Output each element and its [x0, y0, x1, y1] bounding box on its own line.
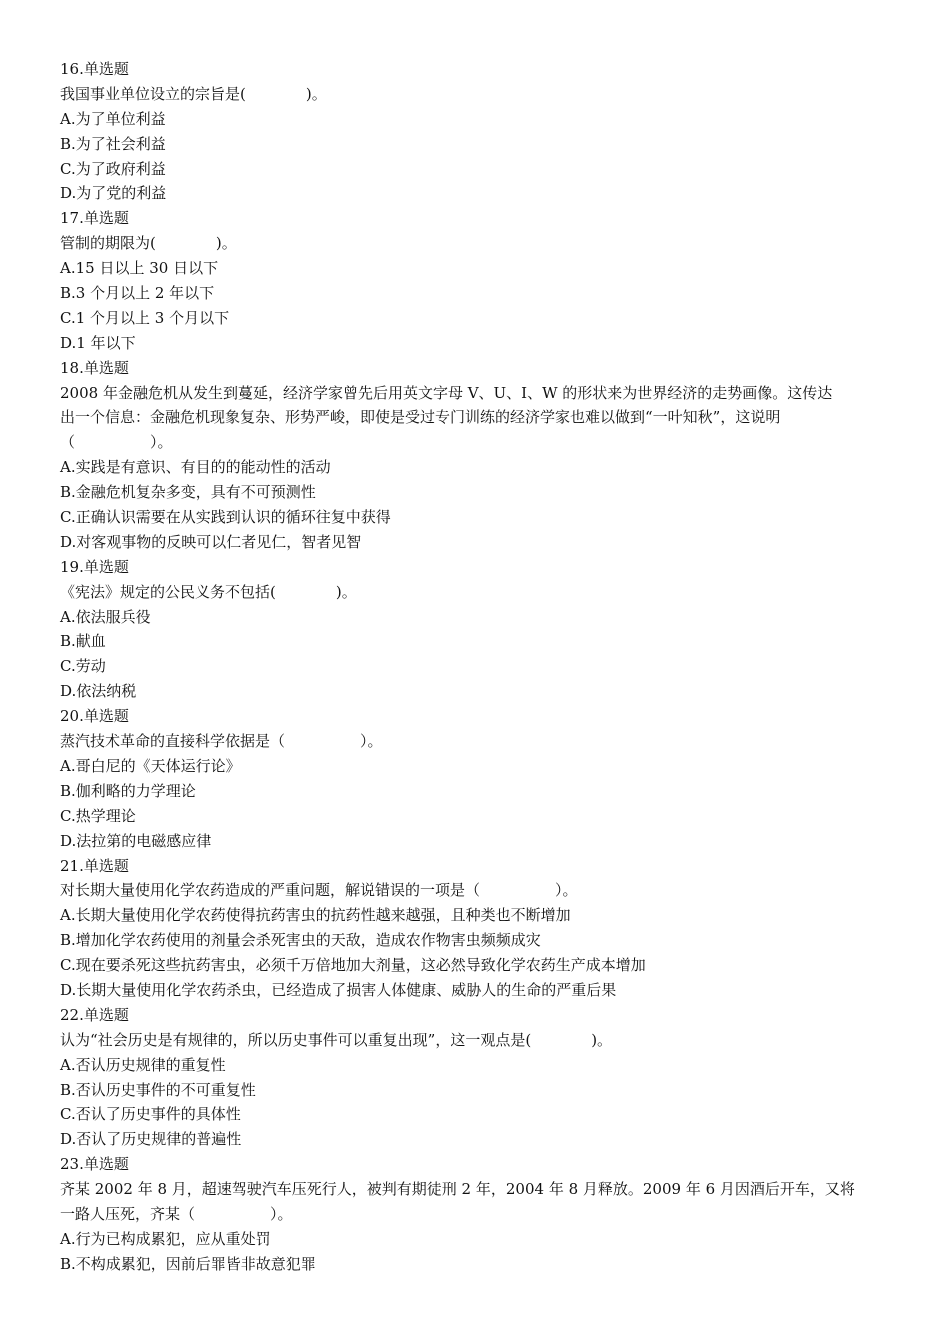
- option-c: C.正确认识需要在从实践到认识的循环往复中获得: [60, 508, 391, 527]
- question-header: 21.单选题: [60, 856, 129, 875]
- question-18: [60, 356, 890, 555]
- option-a: A.长期大量使用化学农药使得抗药害虫的抗药性越来越强，且种类也不断增加: [60, 906, 571, 925]
- option-d: D.法拉第的电磁感应律: [60, 831, 212, 850]
- question-header: 22.单选题: [60, 1005, 129, 1024]
- option-c: C.否认了历史事件的具体性: [60, 1105, 241, 1124]
- question-23: [60, 1152, 890, 1276]
- question-19: [60, 555, 890, 704]
- option-d: D.否认了历史规律的普遍性: [60, 1130, 242, 1149]
- exam-page: [60, 57, 890, 1277]
- option-a: A.实践是有意识、有目的的能动性的活动: [60, 458, 331, 477]
- question-header: 17.单选题: [60, 209, 129, 228]
- option-d: D.对客观事物的反映可以仁者见仁，智者见智: [60, 532, 362, 551]
- question-stem: 蒸汽技术革命的直接科学依据是（ ）。: [60, 732, 383, 751]
- option-b: B.金融危机复杂多变，具有不可预测性: [60, 483, 316, 502]
- question-stem-line-2: 出一个信息：金融危机现象复杂、形势严峻，即使是受过专门训练的经济学家也难以做到“一叶知秋”，这说明: [60, 408, 781, 427]
- option-b: B.伽利略的力学理论: [60, 781, 196, 800]
- option-c: C.为了政府利益: [60, 159, 166, 178]
- option-c: C.劳动: [60, 657, 106, 676]
- question-17: [60, 206, 890, 355]
- question-stem-line-1: 2008 年金融危机从发生到蔓延，经济学家曾先后用英文字母 V、U、I、W 的形状来为世界经济的走势画像。这传达: [60, 383, 833, 402]
- option-a: A.否认历史规律的重复性: [60, 1055, 226, 1074]
- option-b: B.3 个月以上 2 年以下: [60, 284, 215, 303]
- option-d: D.依法纳税: [60, 682, 137, 701]
- option-c: C.现在要杀死这些抗药害虫，必须千万倍地加大剂量，这必然导致化学农药生产成本增加: [60, 956, 646, 975]
- option-d: D.为了党的利益: [60, 184, 167, 203]
- question-20: [60, 704, 890, 853]
- question-stem-line-3: （ ）。: [60, 433, 173, 452]
- question-stem: 管制的期限为( )。: [60, 234, 237, 253]
- question-stem: 认为“社会历史是有规律的，所以历史事件可以重复出现”，这一观点是( )。: [60, 1030, 613, 1049]
- question-header: 23.单选题: [60, 1155, 129, 1174]
- option-b: B.增加化学农药使用的剂量会杀死害虫的天敌，造成农作物害虫频频成灾: [60, 931, 541, 950]
- question-header: 20.单选题: [60, 707, 129, 726]
- question-header: 18.单选题: [60, 358, 129, 377]
- question-stem: 《宪法》规定的公民义务不包括( )。: [60, 582, 357, 601]
- option-a: A.15 日以上 30 日以下: [60, 259, 219, 278]
- option-a: A.哥白尼的《天体运行论》: [60, 756, 241, 775]
- option-d: D.长期大量使用化学农药杀虫，已经造成了损害人体健康、威胁人的生命的严重后果: [60, 980, 617, 999]
- option-b: B.不构成累犯，因前后罪皆非故意犯罪: [60, 1254, 316, 1273]
- question-16: [60, 57, 890, 206]
- option-c: C.热学理论: [60, 806, 136, 825]
- option-a: A.依法服兵役: [60, 607, 151, 626]
- option-a: A.为了单位利益: [60, 109, 166, 128]
- question-stem-line-1: 齐某 2002 年 8 月，超速驾驶汽车压死行人，被判有期徒刑 2 年，2004 年 8 月释放。2009 年 6 月因酒后开车，又将: [60, 1180, 855, 1199]
- question-stem: 我国事业单位设立的宗旨是( )。: [60, 84, 327, 103]
- question-22: [60, 1003, 890, 1152]
- option-a: A.行为已构成累犯，应从重处罚: [60, 1229, 271, 1248]
- option-b: B.否认历史事件的不可重复性: [60, 1080, 256, 1099]
- question-21: [60, 854, 890, 1003]
- question-stem: 对长期大量使用化学农药造成的严重问题，解说错误的一项是（ ）。: [60, 881, 578, 900]
- question-stem-line-2: 一路人压死，齐某（ ）。: [60, 1204, 293, 1223]
- option-d: D.1 年以下: [60, 333, 136, 352]
- question-header: 19.单选题: [60, 557, 129, 576]
- option-b: B.为了社会利益: [60, 134, 166, 153]
- option-b: B.献血: [60, 632, 106, 651]
- option-c: C.1 个月以上 3 个月以下: [60, 308, 230, 327]
- question-header: 16.单选题: [60, 60, 129, 78]
